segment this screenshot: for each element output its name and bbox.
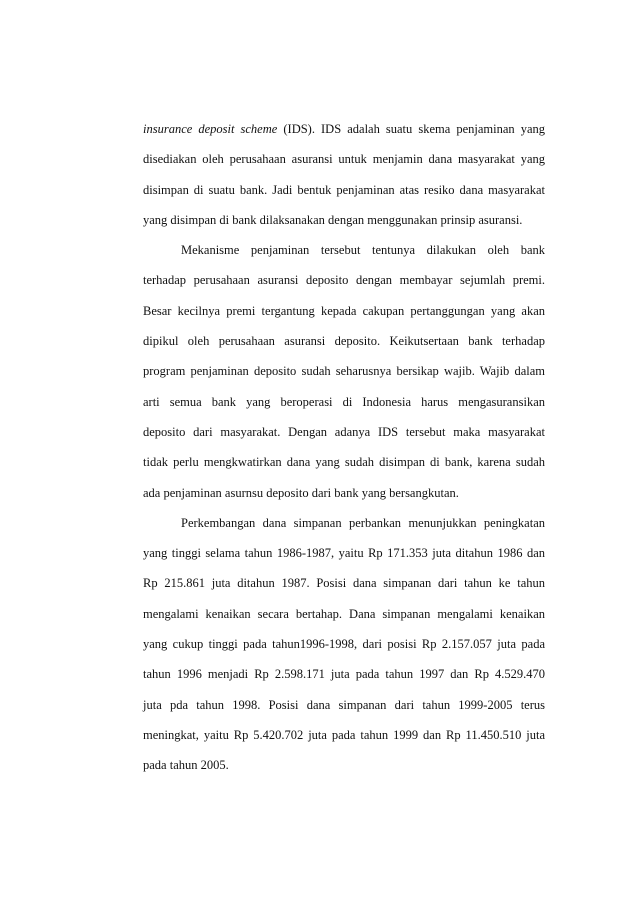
body-text [143, 121, 545, 788]
text-line: tidak perlu mengkwatirkan dana yang sudah disimpan di bank, karena sudah [143, 455, 545, 470]
text-line: mengalami kenaikan secara bertahap. Dana simpanan mengalami kenaikan [143, 606, 545, 621]
text-line: dipikul oleh perusahaan asuransi deposito. Keikutsertaan bank terhadap [143, 334, 545, 349]
text-line: tahun 1996 menjadi Rp 2.598.171 juta pada tahun 1997 dan Rp 4.529.470 [143, 667, 545, 682]
text-line: meningkat, yaitu Rp 5.420.702 juta pada tahun 1999 dan Rp 11.450.510 juta [143, 727, 545, 742]
text-line: pada tahun 2005. [143, 758, 229, 773]
text-line: disimpan di suatu bank. Jadi bentuk penjaminan atas resiko dana masyarakat [143, 182, 545, 197]
text-line: yang tinggi selama tahun 1986-1987, yaitu Rp 171.353 juta ditahun 1986 dan [143, 546, 545, 561]
text-line: yang cukup tinggi pada tahun1996-1998, dari posisi Rp 2.157.057 juta pada [143, 637, 545, 652]
text-line: program penjaminan deposito sudah seharusnya bersikap wajib. Wajib dalam [143, 364, 545, 379]
text-line: yang disimpan di bank dilaksanakan dengan menggunakan prinsip asuransi. [143, 212, 523, 227]
text-line: Rp 215.861 juta ditahun 1987. Posisi dana simpanan dari tahun ke tahun [143, 576, 545, 591]
text-line: ada penjaminan asurnsu deposito dari bank yang bersangkutan. [143, 485, 459, 500]
text-line: arti semua bank yang beroperasi di Indonesia harus mengasuransikan [143, 394, 545, 409]
line-text: (IDS). IDS adalah suatu skema penjaminan yang [277, 122, 545, 136]
text-line: juta pda tahun 1998. Posisi dana simpanan dari tahun 1999-2005 terus [143, 697, 545, 712]
italic-term: insurance deposit scheme [143, 122, 278, 136]
text-line: terhadap perusahaan asuransi deposito dengan membayar sejumlah premi. [143, 273, 545, 288]
text-line: disediakan oleh perusahaan asuransi untuk menjamin dana masyarakat yang [143, 152, 545, 167]
text-line: deposito dari masyarakat. Dengan adanya IDS tersebut maka masyarakat [143, 424, 545, 439]
text-line [143, 121, 545, 151]
text-line: Besar kecilnya premi tergantung kepada cakupan pertanggungan yang akan [143, 303, 545, 318]
paragraph-first-line: Mekanisme penjaminan tersebut tentunya dilakukan oleh bank [181, 243, 545, 258]
paragraph-first-line: Perkembangan dana simpanan perbankan menunjukkan peningkatan [181, 515, 545, 530]
